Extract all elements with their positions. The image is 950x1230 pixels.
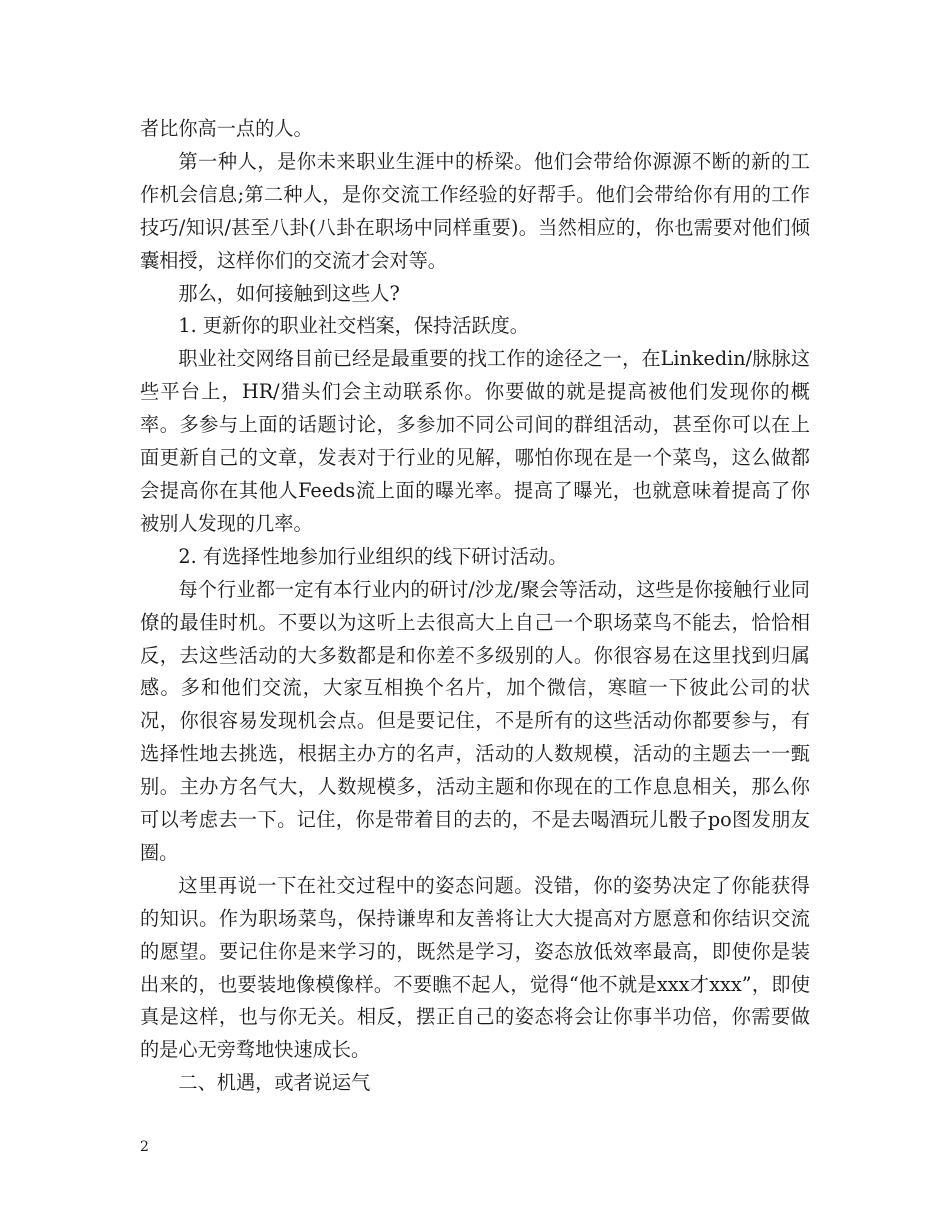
paragraph-how-to-reach: 那么，如何接触到这些人? [178, 281, 400, 305]
document-body [140, 113, 810, 1100]
paragraph-continuation: 者比你高一点的人。 [140, 117, 313, 140]
list-item-1-heading: 1. 更新你的职业社交档案，保持活跃度。 [178, 314, 529, 338]
list-item-2-heading: 2. 有选择性地参加行业组织的线下研讨活动。 [178, 544, 568, 568]
paragraph-two-kinds-of-people: 第一种人，是你未来职业生涯中的桥梁。他们会带给你源源不断的新的工作机会信息;第二种人，是你交流工作经验的好帮手。他们会带给你有用的工作技巧/知识/甚至八卦(八卦在职场中同样重要)。当然相应的，你也需要对他们倾囊相授，这样你们的交流才会对等。 [140, 149, 810, 272]
paragraph-attitude: 这里再说一下在社交过程中的姿态问题。没错，你的姿势决定了你能获得的知识。作为职场菜鸟，保持谦卑和友善将让大大提高对方愿意和你结识交流的愿望。要记住你是来学习的，既然是学习，姿态放低效率最高，即使你是装出来的，也要装地像模像样。不要瞧不起人，觉得“他不就是xxx才xxx”，即使真是这样，也与你无关。相反，摆正自己的姿态将会让你事半功倍，你需要做的是心无旁骛地快速成长。 [140, 873, 810, 1062]
paragraph-offline-events: 每个行业都一定有本行业内的研讨/沙龙/聚会等活动，这些是你接触行业同僚的最佳时机。不要以为这听上去很高大上自己一个职场菜鸟不能去，恰恰相反，去这些活动的大多数都是和你差不多级别的人。你很容易在这里找到归属感。多和他们交流，大家互相换个名片，加个微信，寒暄一下彼此公司的状况，你很容易发现机会点。但是要记住，不是所有的这些活动你都要参与，有选择性地去挑选，根据主办方的名声，活动的人数规模，活动的主题去一一甄别。主办方名气大，人数规模多，活动主题和你现在的工作息息相关，那么你可以考虑去一下。记住，你是带着目的去的，不是去喝酒玩儿骰子po图发朋友圈。 [140, 577, 810, 864]
page-number: 2 [140, 1139, 149, 1155]
section-heading-opportunity: 二、机遇，或者说运气 [178, 1071, 371, 1095]
paragraph-social-network: 职业社交网络目前已经是最重要的找工作的途径之一，在Linkedin/脉脉这些平台上，HR/猎头们会主动联系你。你要做的就是提高被他们发现你的概率。多参与上面的话题讨论，多参加不同公司间的群组活动，甚至你可以在上面更新自己的文章，发表对于行业的见解，哪怕你现在是一个菜鸟，这么做都会提高你在其他人Feeds流上面的曝光率。提高了曝光，也就意味着提高了你被别人发现的几率。 [140, 347, 810, 535]
